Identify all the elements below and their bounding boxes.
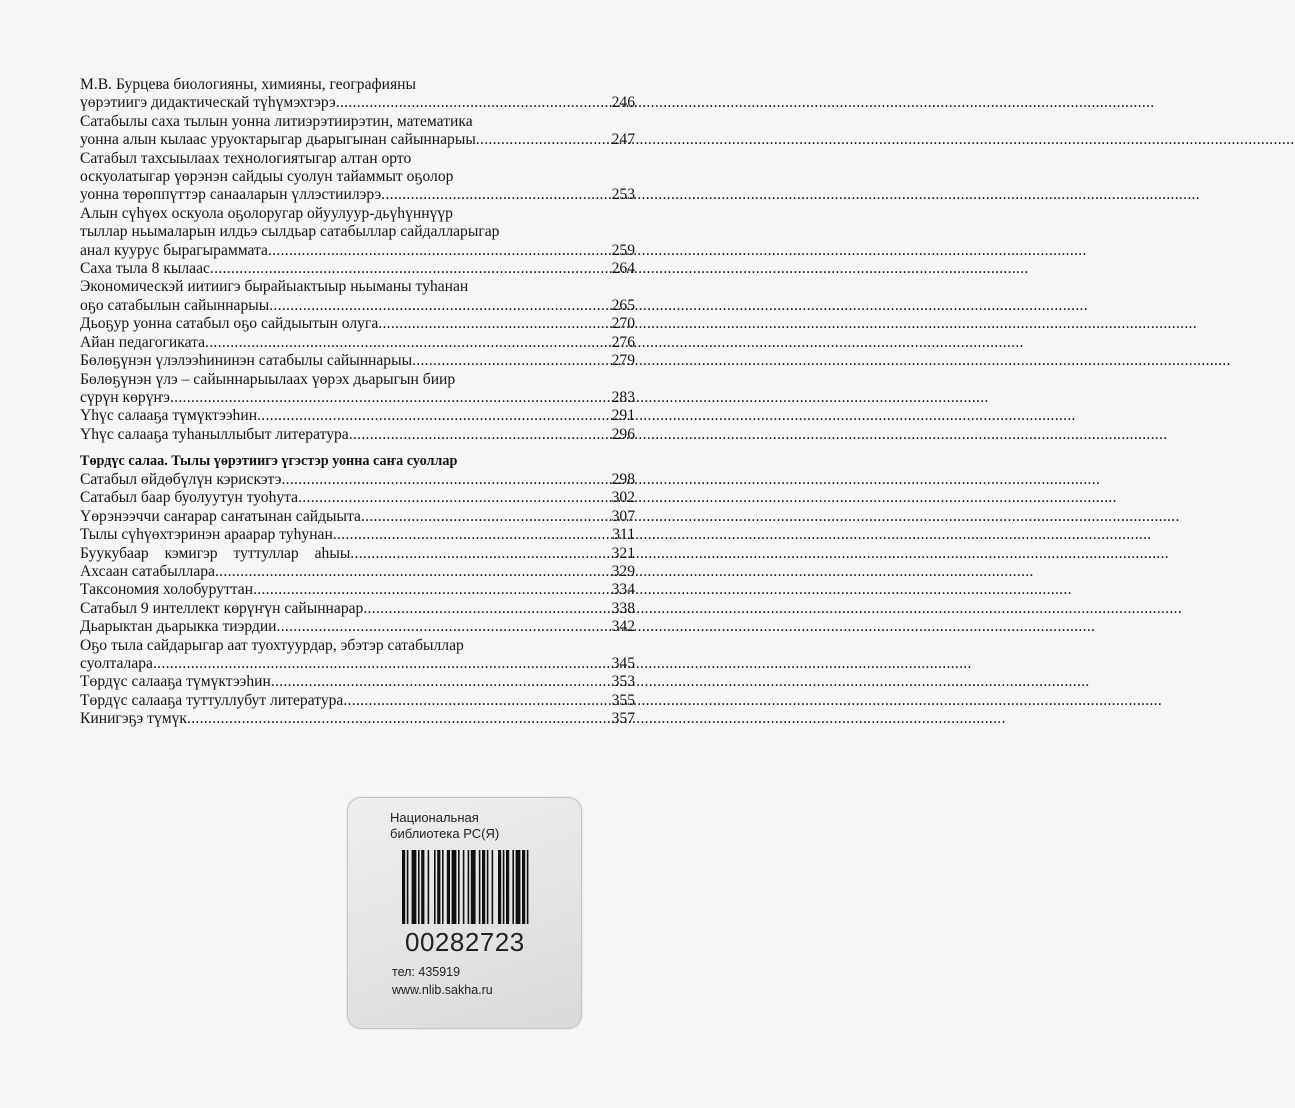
toc-entry-last-line (80, 94, 635, 112)
toc-entry-title: Төрдүс салааҕа туттуллубут литература (80, 691, 344, 709)
dot-leader (271, 673, 611, 691)
library-name-line1: Национальная (390, 810, 479, 825)
toc-entry (80, 113, 635, 150)
toc-entry (80, 426, 635, 444)
library-name-line2: библиотека РС(Я) (390, 826, 500, 841)
toc-entry-last-line (80, 426, 635, 444)
toc-entry-last-line (80, 581, 635, 599)
toc-entry-title: суолталара (80, 655, 153, 673)
dot-leader (476, 131, 611, 149)
toc-entry-title: Сатабыл 9 интеллект көрүҥүн сайыннарар (80, 599, 364, 617)
toc-entry-title: Кинигэҕэ түмүк (80, 710, 188, 728)
toc-entry-last-line (80, 260, 635, 278)
dot-leader (381, 186, 610, 204)
section-heading: Төрдүс салаа. Тылы үөрэтиигэ үгэстэр уонна саҥа суоллар (80, 453, 458, 469)
toc-entry-last-line (80, 563, 635, 581)
toc-entry (80, 618, 635, 636)
toc-entry-line: оскуолатыгар үөрэнэн сайдыы суолун тайаммыт оҕолор (80, 168, 454, 186)
toc-entry-page: 276 (611, 333, 635, 351)
toc-entry-page: 246 (611, 94, 635, 112)
toc-entry-title: Саха тыла 8 кылаас (80, 260, 210, 278)
toc-entry-page: 334 (611, 581, 635, 599)
toc-entry-line: Алын сүһүөх оскуола оҕолоругар ойуулуур-дьүһүннүүр (80, 204, 453, 222)
toc-entry-title: уонна алын кылаас уруоктарыгар дьарыгынан сайыннарыы (80, 131, 476, 149)
dot-leader (257, 407, 611, 425)
toc-entry-page: 353 (611, 673, 635, 691)
toc-entry-title: Ахсаан сатабыллара (80, 563, 215, 581)
dot-leader (210, 260, 611, 278)
toc-entry-title: Дьарыктан дьарыкка тиэрдии (80, 618, 277, 636)
toc-entry-page: 291 (611, 407, 635, 425)
dot-leader (412, 352, 611, 370)
toc-entry (80, 278, 635, 315)
toc-entry-title: анал куурус бырагыраммата (80, 241, 268, 259)
toc-entry (80, 371, 635, 408)
dot-leader (205, 334, 611, 352)
dot-leader (378, 315, 610, 333)
toc-entry-last-line (80, 673, 635, 691)
website-url: www.nlib.sakha.ru (392, 983, 493, 997)
toc-part-3 (80, 76, 635, 444)
toc-entry-title: Айан педагогиката (80, 333, 206, 351)
dot-leader (277, 618, 611, 636)
toc-entry-last-line (80, 600, 635, 618)
toc-entry-title: Сатабыл өйдөбүлүн кэрискэтэ (80, 471, 282, 488)
toc-entry-title: Үһүс салааҕа түмүктээһин (80, 407, 258, 425)
dot-leader (269, 297, 610, 315)
toc-entry-last-line (80, 242, 635, 260)
toc-entry-page: 355 (611, 691, 635, 709)
toc-entry-page: 283 (611, 388, 635, 406)
toc-entry (80, 315, 635, 333)
toc-entry-title: сүрүн көрүҥэ (80, 388, 170, 406)
dot-leader (268, 242, 611, 260)
dot-leader (363, 600, 610, 618)
dot-leader (350, 545, 610, 563)
toc-entry-title: Буукубаар кэмигэр туттуллар аһыы (80, 544, 351, 562)
toc-entry-page: 321 (611, 544, 635, 562)
toc-entry (80, 260, 635, 278)
toc-entry-page: 247 (611, 131, 635, 149)
dot-leader (215, 563, 611, 581)
toc-entry-last-line (80, 315, 635, 333)
toc-entry-page: 329 (611, 563, 635, 581)
toc-entry-last-line (80, 655, 635, 673)
toc-entry-title: Үөрэнээччи саҥарар саҥатынан сайдыыта (80, 507, 361, 525)
toc-entry-last-line (80, 710, 635, 728)
toc-entry-line: Сатабылы саха тылын уонна литиэрэтиирэтин, математика (80, 112, 473, 130)
toc-entry-last-line (80, 186, 635, 204)
toc-entry-last-line (80, 489, 635, 507)
toc-entry (80, 508, 635, 526)
toc-entry-page: 342 (611, 618, 635, 636)
dot-leader (153, 655, 611, 673)
toc-entry (80, 637, 635, 674)
dot-leader (333, 526, 611, 544)
toc-entry-page: 307 (611, 507, 635, 525)
barcode-number: 00282723 (405, 927, 525, 957)
dot-leader (187, 710, 611, 728)
toc-entry-page: 302 (611, 489, 635, 507)
toc-entry-page: 296 (611, 425, 635, 443)
toc-entry-title: уонна төрөппүттэр санааларын үллэстиилэрэ (80, 186, 382, 204)
toc-entry-last-line (80, 692, 635, 710)
toc-entry-title: үөрэтиигэ дидактическай түһүмэхтэрэ (80, 94, 336, 112)
toc-entry (80, 710, 635, 728)
toc-entry (80, 489, 635, 507)
toc-entry-last-line (80, 407, 635, 425)
toc-entry (80, 205, 635, 260)
toc-entry-last-line (80, 297, 635, 315)
toc-entry (80, 692, 635, 710)
toc-entry-page: 253 (611, 186, 635, 204)
toc-entry-title: Үһүс салааҕа туһаныллыбыт литература (80, 425, 349, 443)
toc-entry (80, 545, 635, 563)
dot-leader (298, 489, 611, 507)
toc-entry-line: Оҕо тыла сайдарыгар аат туохтуурдар, эбэтэр сатабыллар (80, 636, 464, 654)
toc-entry-line: Бөлөҕүнэн үлэ – сайыннарыылаах үөрэх дьарыгын биир (80, 370, 456, 388)
toc-entry-page: 338 (611, 599, 635, 617)
toc-entry-last-line (80, 352, 635, 370)
toc-entry-last-line (80, 545, 635, 563)
toc-entry-page: 311 (612, 526, 635, 544)
phone-number: тел: 435919 (392, 965, 461, 979)
toc-entry-line: тыллар ньымаларын илдьэ сылдьар сатабыллар сайдалларыгар (80, 223, 500, 241)
toc-entry-last-line (80, 508, 635, 526)
dot-leader (343, 692, 610, 710)
toc-entry (80, 471, 635, 489)
toc-entry-last-line (80, 526, 635, 544)
dot-leader (253, 581, 611, 599)
toc-entry-page: 345 (611, 655, 635, 673)
toc-entry-page: 357 (611, 710, 635, 728)
toc-entry-page: 264 (611, 260, 635, 278)
toc-entry-page: 270 (611, 315, 635, 333)
toc-entry-title: Бөлөҕүнэн үлэлээһининэн сатабылы сайыннарыы (80, 352, 413, 370)
toc-entry-title: Тылы сүһүөхтэринэн араарар туһунан (80, 526, 333, 544)
toc-entry-last-line (80, 618, 635, 636)
toc-entry-last-line (80, 334, 635, 352)
barcode-icon (400, 850, 568, 924)
toc-entry-line: Сатабыл тахсыылаах технологиятыгар алтан орто (80, 149, 412, 167)
toc-entry-title: Төрдүс салааҕа түмүктээһин (80, 673, 271, 691)
toc-entry-page: 259 (611, 241, 635, 259)
toc-entry (80, 563, 635, 581)
toc-entry-last-line (80, 471, 635, 489)
toc-entry-title: Сатабыл баар буолуутун туоһута (80, 489, 299, 507)
toc-entry (80, 673, 635, 691)
toc-entry (80, 407, 635, 425)
dot-leader (170, 389, 611, 407)
dot-leader (361, 508, 611, 526)
toc-entry-page: 298 (611, 471, 635, 488)
library-name (390, 810, 570, 842)
toc-entry-page: 265 (611, 296, 635, 314)
toc-entry (80, 352, 635, 370)
dot-leader (349, 426, 611, 444)
dot-leader (336, 94, 611, 112)
toc-entry-title: оҕо сатабылын сайыннарыы (80, 296, 270, 314)
toc-entry-line: М.В. Бурцева биологияны, химияны, географияны (80, 76, 416, 93)
toc-entry-last-line (80, 131, 635, 149)
dot-leader (281, 471, 610, 489)
toc-entry (80, 334, 635, 352)
toc-entry (80, 150, 635, 205)
toc-entry (80, 76, 635, 113)
toc-entry-title: Таксономия холобуруттан (80, 581, 254, 599)
toc-entry-last-line (80, 389, 635, 407)
toc-entry-title: Дьоҕур уонна сатабыл оҕо сайдыытын олугa (80, 315, 379, 333)
toc-entry (80, 600, 635, 618)
toc-entry-line: Экономическэй иитиигэ бырайыактыыр ньыманы туһанан (80, 278, 469, 296)
toc-part-4 (80, 452, 635, 729)
library-barcode-sticker (347, 797, 582, 1029)
toc-entry (80, 526, 635, 544)
toc-entry (80, 581, 635, 599)
toc-entry-page: 279 (611, 352, 635, 370)
